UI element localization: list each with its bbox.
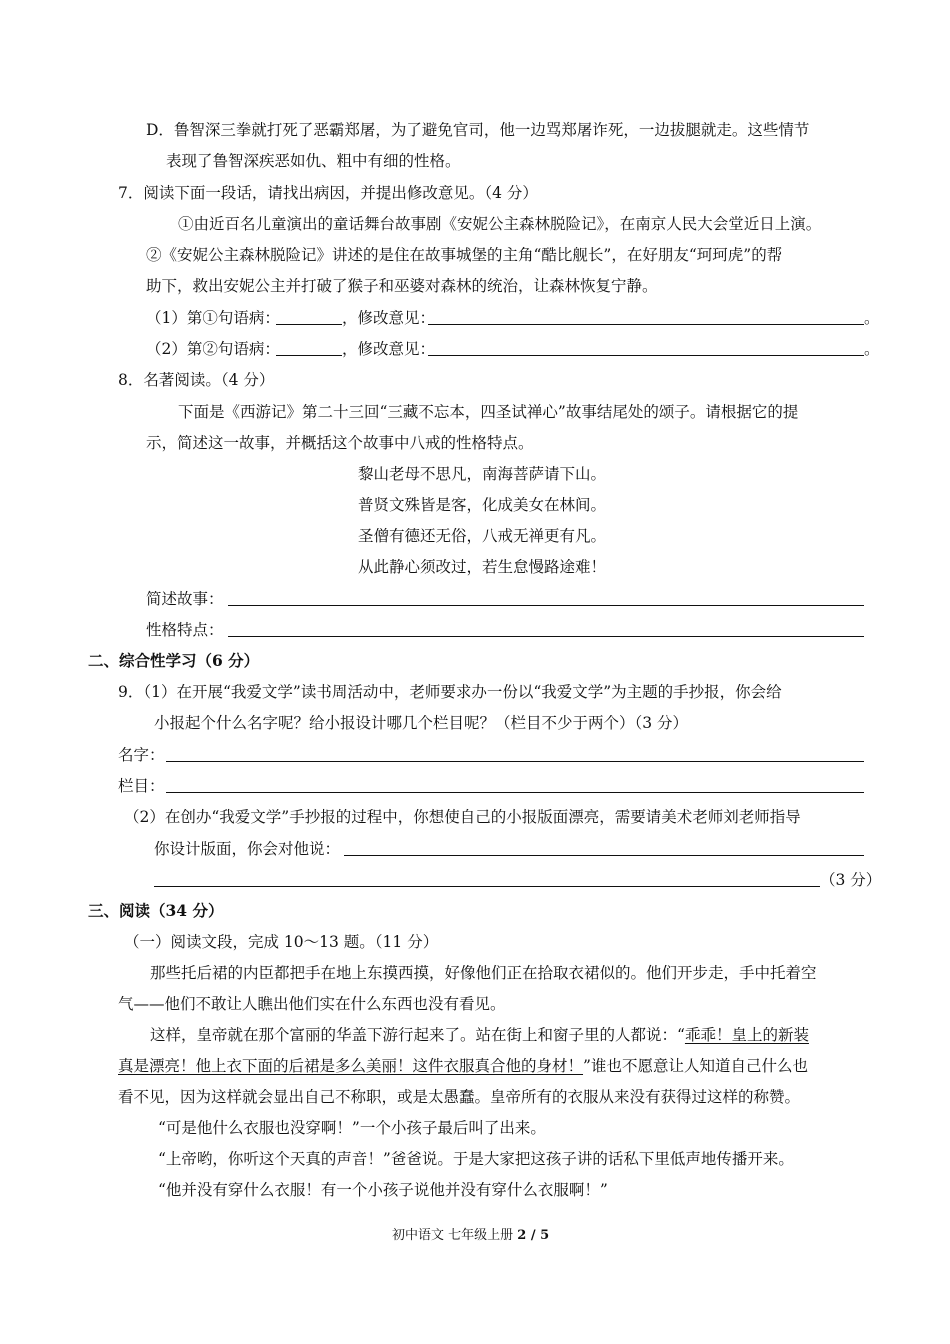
page-footer [392,1225,549,1247]
passage-p4: “上帝哟，你听这个天真的声音！”爸爸说。于是大家把这孩子讲的话私下里低声地传播开来。 [158,1150,794,1168]
passage-p2-line1 [150,1024,809,1046]
q7-answer1-end: 。 [864,309,880,327]
q9-part1-line1: 9．（1）在开展“我爱文学”读书周活动中，老师要求办一份以“我爱文学”为主题的手抄报，你会给 [118,683,782,701]
q9-part2-blank1[interactable] [344,839,864,856]
q9-name-blank[interactable] [166,745,864,762]
passage-p1-line1: 那些托后裙的内臣都把手在地上东摸西摸，好像他们正在拾取衣裙似的。他们开步走，手中托着空 [150,964,817,982]
q9-column-label: 栏目： [118,777,165,795]
q7-answer1-fix-label: ，修改意见： [342,309,436,327]
q9-part2-blank2[interactable] [154,870,820,887]
q7-answer2-blank[interactable] [276,339,342,356]
q8-intro-line1: 下面是《西游记》第二十三回“三藏不忘本，四圣试禅心”故事结尾处的颂子。请根据它的提 [178,403,799,421]
q7-answer2-fix-label: ，修改意见： [342,340,436,358]
q7-answer2-fix-blank[interactable] [428,339,864,356]
q9-part2-line1: （2）在创办“我爱文学”手抄报的过程中，你想使自己的小报版面漂亮，需要请美术老师刘老师指导 [124,808,801,826]
q8-story-label: 简述故事： [146,590,224,608]
passage-p2-line1-text: 这样，皇帝就在那个富丽的华盖下游行起来了。站在街上和窗子里的人都说：“ [150,1026,685,1044]
q7-answer2-end: 。 [864,340,880,358]
q7-answer2-label: （2）第②句语病： [146,340,280,358]
footer-text: 初中语文 七年级上册 [392,1228,518,1243]
q7-answer1-label: （1）第①句语病： [146,309,280,327]
page-number: 2 / 5 [517,1228,550,1243]
passage-p2-underlined-2: 真是漂亮！他上衣下面的后裙是多么美丽！这件衣服真合他的身材！ [118,1057,584,1075]
passage-p3: “可是他什么衣服也没穿啊！”一个小孩子最后叫了出来。 [158,1119,546,1137]
q9-column-blank[interactable] [166,776,864,793]
passage-p2-underlined-1: 乖乖！皇上的新装 [684,1026,809,1044]
section2-title: 二、综合性学习（6 分） [88,651,260,670]
q9-part1-line2: 小报起个什么名字呢？给小报设计哪几个栏目呢？（栏目不少于两个）（3 分） [154,714,689,732]
q7-passage-line1: ①由近百名儿童演出的童话舞台故事剧《安妮公主森林脱险记》，在南京人民大会堂近日上演。 [178,215,822,233]
passage-p2-line2 [118,1055,808,1077]
q7-passage-line2: ②《安妮公主森林脱险记》讲述的是住在故事城堡的主角“酷比舰长”，在好朋友“珂珂虎”的帮 [146,246,783,264]
q8-story-blank[interactable] [228,589,864,606]
section3-title: 三、阅读（34 分） [88,901,224,920]
q8-prompt: 8．名著阅读。（4 分） [118,371,275,389]
q8-poem-line3: 圣僧有德还无俗，八戒无禅更有凡。 [358,527,607,545]
passage-p2-line3: 看不见，因为这样就会显出自己不称职，或是太愚蠢。皇帝所有的衣服从来没有获得过这样的称赞。 [118,1088,801,1106]
q8-poem-line4: 从此静心须改过，若生怠慢路途难！ [358,558,607,576]
q7-answer1-fix-blank[interactable] [428,308,864,325]
passage-p2-line2-text: ”谁也不愿意让人知道自己什么也 [583,1057,808,1075]
q9-part2-line2: 你设计版面，你会对他说： [154,840,341,858]
q7-passage-line3: 助下，救出安妮公主并打破了猴子和巫婆对森林的统治，让森林恢复宁静。 [146,277,658,295]
q8-poem-line2: 普贤文殊皆是客，化成美女在林间。 [358,496,607,514]
q6-option-d-line2: 表现了鲁智深疾恶如仇、粗中有细的性格。 [166,152,461,170]
section3-subtitle: （一）阅读文段，完成 10～13 题。（11 分） [124,933,439,951]
q8-poem-line1: 黎山老母不思凡，南海菩萨请下山。 [358,465,607,483]
passage-p1-line2: 气——他们不敢让人瞧出他们实在什么东西也没有看见。 [118,995,506,1013]
passage-p5: “他并没有穿什么衣服！有一个小孩子说他并没有穿什么衣服啊！” [158,1181,608,1199]
q8-intro-line2: 示，简述这一故事，并概括这个故事中八戒的性格特点。 [146,434,534,452]
q9-name-label: 名字： [118,746,165,764]
q8-trait-label: 性格特点： [146,621,224,639]
q7-prompt: 7．阅读下面一段话，请找出病因，并提出修改意见。（4 分） [118,184,538,202]
q8-trait-blank[interactable] [228,620,864,637]
q7-answer1-blank[interactable] [276,308,342,325]
q9-part2-score: （3 分） [820,871,882,889]
q6-option-d-line1: D．鲁智深三拳就打死了恶霸郑屠，为了避免官司，他一边骂郑屠诈死，一边拔腿就走。这些情节 [146,121,810,139]
